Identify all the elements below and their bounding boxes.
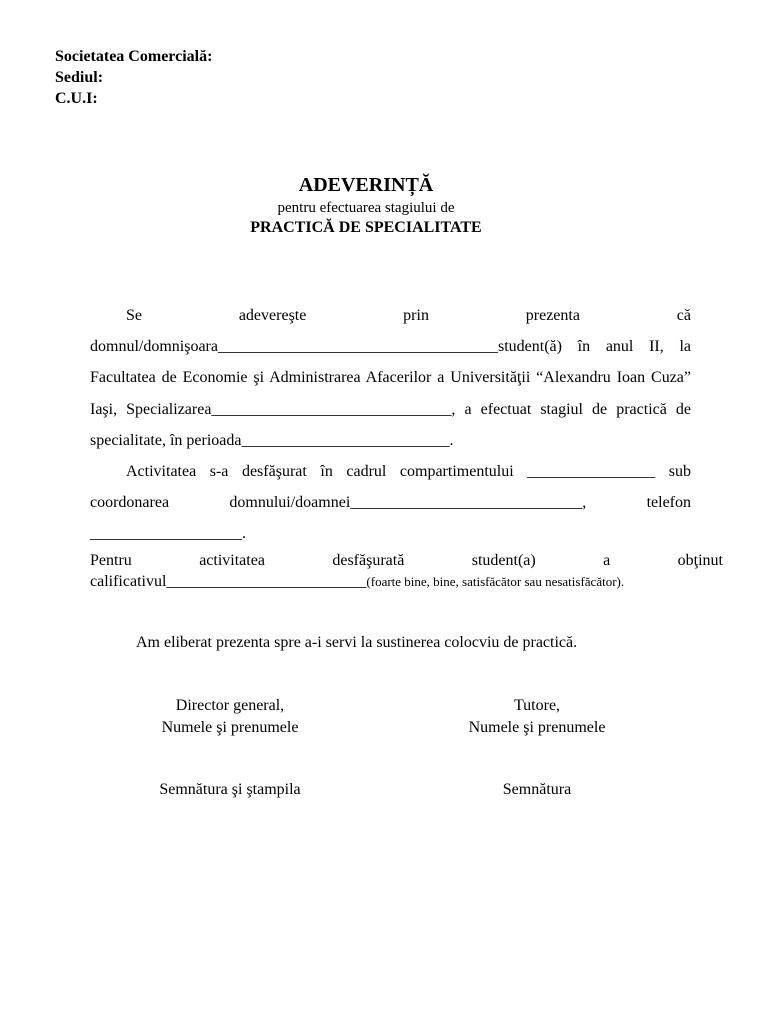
qualification-field: calificativul_________________________ [90,573,367,590]
cui-label: C.U.I: [55,90,98,107]
qualification-line-2 [90,571,723,592]
qualification-line-1: Pentru activitatea desfăşurată student(a) a obţinut [90,552,723,569]
director-signature-stamp: Semnătura şi ştampila [159,781,301,798]
signature-director [130,695,330,801]
certificate-paragraph-2: Activitatea s-a desfăşurat în cadrul compartimentului ________________ sub coordonarea domnului/doamnei_____________________________, telefon ___________________. [90,463,691,543]
tutor-name: Numele şi prenumele [468,719,606,736]
certificate-body [90,300,691,550]
certificate-paragraph-1: Se adevereşte prin prezenta că domnul/domnişoara___________________________________student(ă) în anul II, la Facultatea de Economie şi Administrarea Afacerilor a Universităţii “Alexandru Ioan Cuza” Iaşi, Specializarea______________________________, a efectuat stagiul de practică de specialitate, în perioada__________________________. [90,307,691,449]
company-label: Societatea Comercială: [55,48,213,65]
release-statement: Am eliberat prezenta spre a-i servi la sustinerea colocviu de practică. [136,634,578,651]
document-subtitle: pentru efectuarea stagiului de [277,200,455,216]
tutor-role: Tutore, [513,697,561,714]
qualification-block [90,550,723,592]
company-header [55,46,212,109]
signature-tutor [437,695,637,801]
seat-label: Sediul: [55,69,104,86]
document-subtitle-practice: PRACTICĂ DE SPECIALITATE [250,219,482,236]
director-name: Numele şi prenumele [161,719,299,736]
director-role: Director general, [175,697,285,714]
document-title-block [0,172,732,238]
document-title: ADEVERINȚĂ [298,174,434,196]
qualification-note: (foarte bine, bine, satisfăcător sau nesatisfăcător). [366,574,625,589]
tutor-signature: Semnătura [502,781,572,798]
